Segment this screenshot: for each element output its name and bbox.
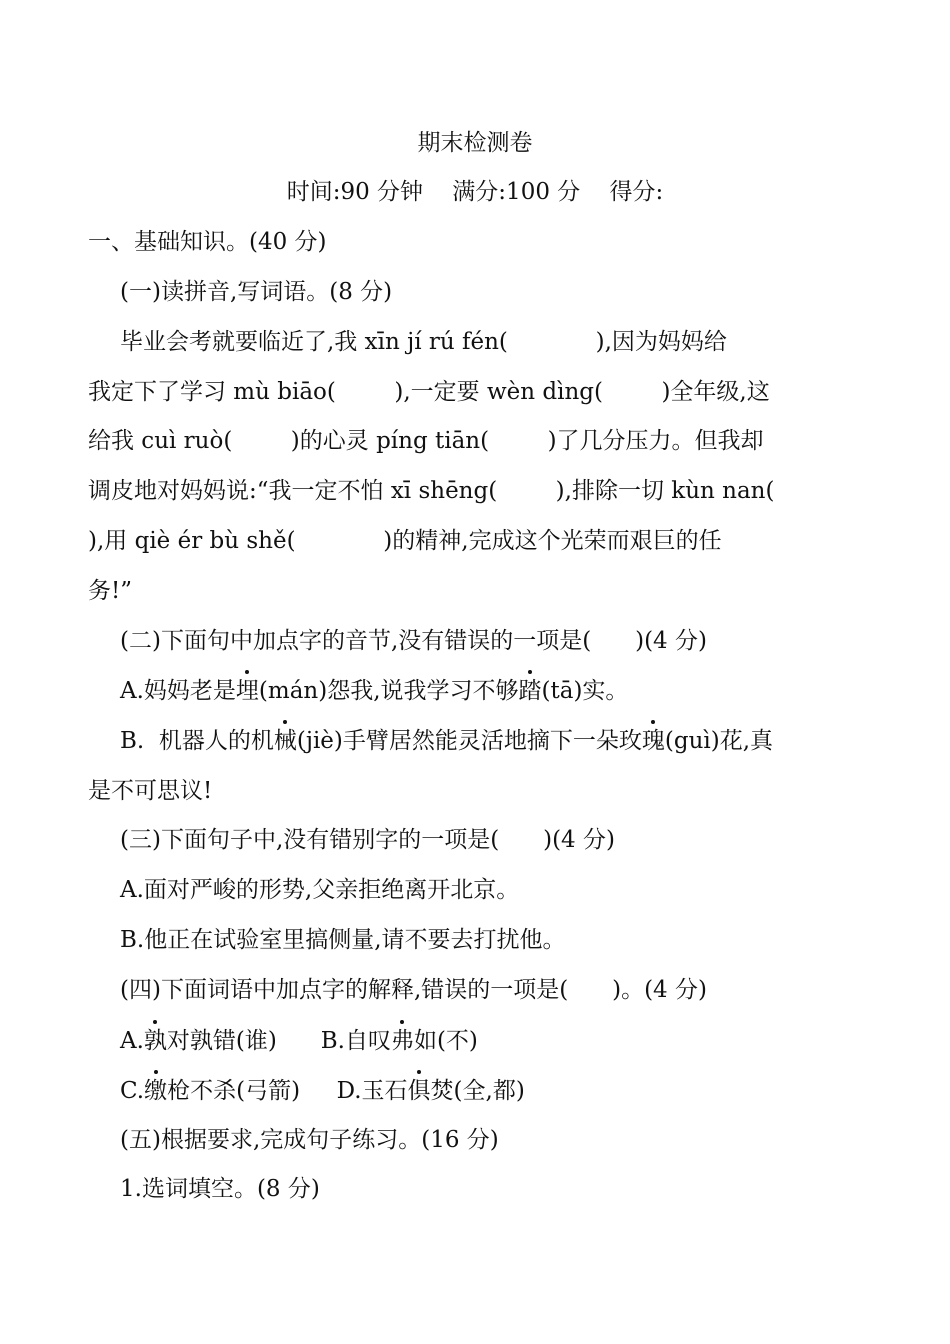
question-1-line: 调皮地对妈妈说:“我一定不怕 xī shēng( ),排除一切 kùn nan( xyxy=(88,478,775,504)
emphasis-dot-char: 缴 xyxy=(144,1078,168,1104)
question-4-heading: (四)下面词语中加点字的解释,错误的一项是( )。(4 分) xyxy=(120,977,707,1003)
question-4-row-1: A.孰对孰错(谁) B.自叹弗如(不) xyxy=(120,1028,478,1054)
question-4-row-2: C.缴枪不杀(弓箭) D.玉石俱焚(全,都) xyxy=(120,1078,525,1104)
question-2-option-a: A.妈妈老是埋(mán)怨我,说我学习不够踏(tā)实。 xyxy=(120,678,629,704)
question-3-option-b: B.他正在试验室里搞侧量,请不要去打扰他。 xyxy=(120,927,566,953)
question-1-line: ),用 qiè ér bù shě( )的精神,完成这个光荣而艰巨的任 xyxy=(88,528,722,554)
question-2-option-b-cont: 是不可思议! xyxy=(88,778,213,804)
question-1-line: 我定下了学习 mù biāo( ),一定要 wèn dìng( )全年级,这 xyxy=(88,379,770,405)
emphasis-dot-char: 瑰 xyxy=(641,728,665,754)
emphasis-dot-char: 埋 xyxy=(235,678,259,704)
question-3-option-a: A.面对严峻的形势,父亲拒绝离开北京。 xyxy=(120,877,520,903)
question-5-heading: (五)根据要求,完成句子练习。(16 分) xyxy=(120,1127,499,1153)
question-1-heading: (一)读拼音,写词语。(8 分) xyxy=(120,279,393,305)
emphasis-dot-char: 孰 xyxy=(143,1028,167,1054)
question-2-option-b: B. 机器人的机械(jiè)手臂居然能灵活地摘下一朵玫瑰(guì)花,真 xyxy=(120,728,774,754)
section-heading: 一、基础知识。(40 分) xyxy=(88,229,327,255)
emphasis-dot-char: 械 xyxy=(273,728,297,754)
emphasis-dot-char: 弗 xyxy=(390,1028,414,1054)
question-3-heading: (三)下面句子中,没有错别字的一项是( )(4 分) xyxy=(120,827,615,853)
question-1-line: 毕业会考就要临近了,我 xīn jí rú fén( ),因为妈妈给 xyxy=(120,329,727,355)
question-1-line: 给我 cuì ruò( )的心灵 píng tiān( )了几分压力。但我却 xyxy=(88,428,764,454)
question-2-heading: (二)下面句中加点字的音节,没有错误的一项是( )(4 分) xyxy=(120,628,707,654)
exam-meta: 时间:90 分钟 满分:100 分 得分: xyxy=(286,179,664,205)
question-1-line: 务!” xyxy=(88,578,133,604)
emphasis-dot-char: 俱 xyxy=(407,1078,431,1104)
page-title: 期末检测卷 xyxy=(417,130,533,156)
question-5-sub-1: 1.选词填空。(8 分) xyxy=(120,1176,320,1202)
emphasis-dot-char: 踏 xyxy=(518,678,542,704)
